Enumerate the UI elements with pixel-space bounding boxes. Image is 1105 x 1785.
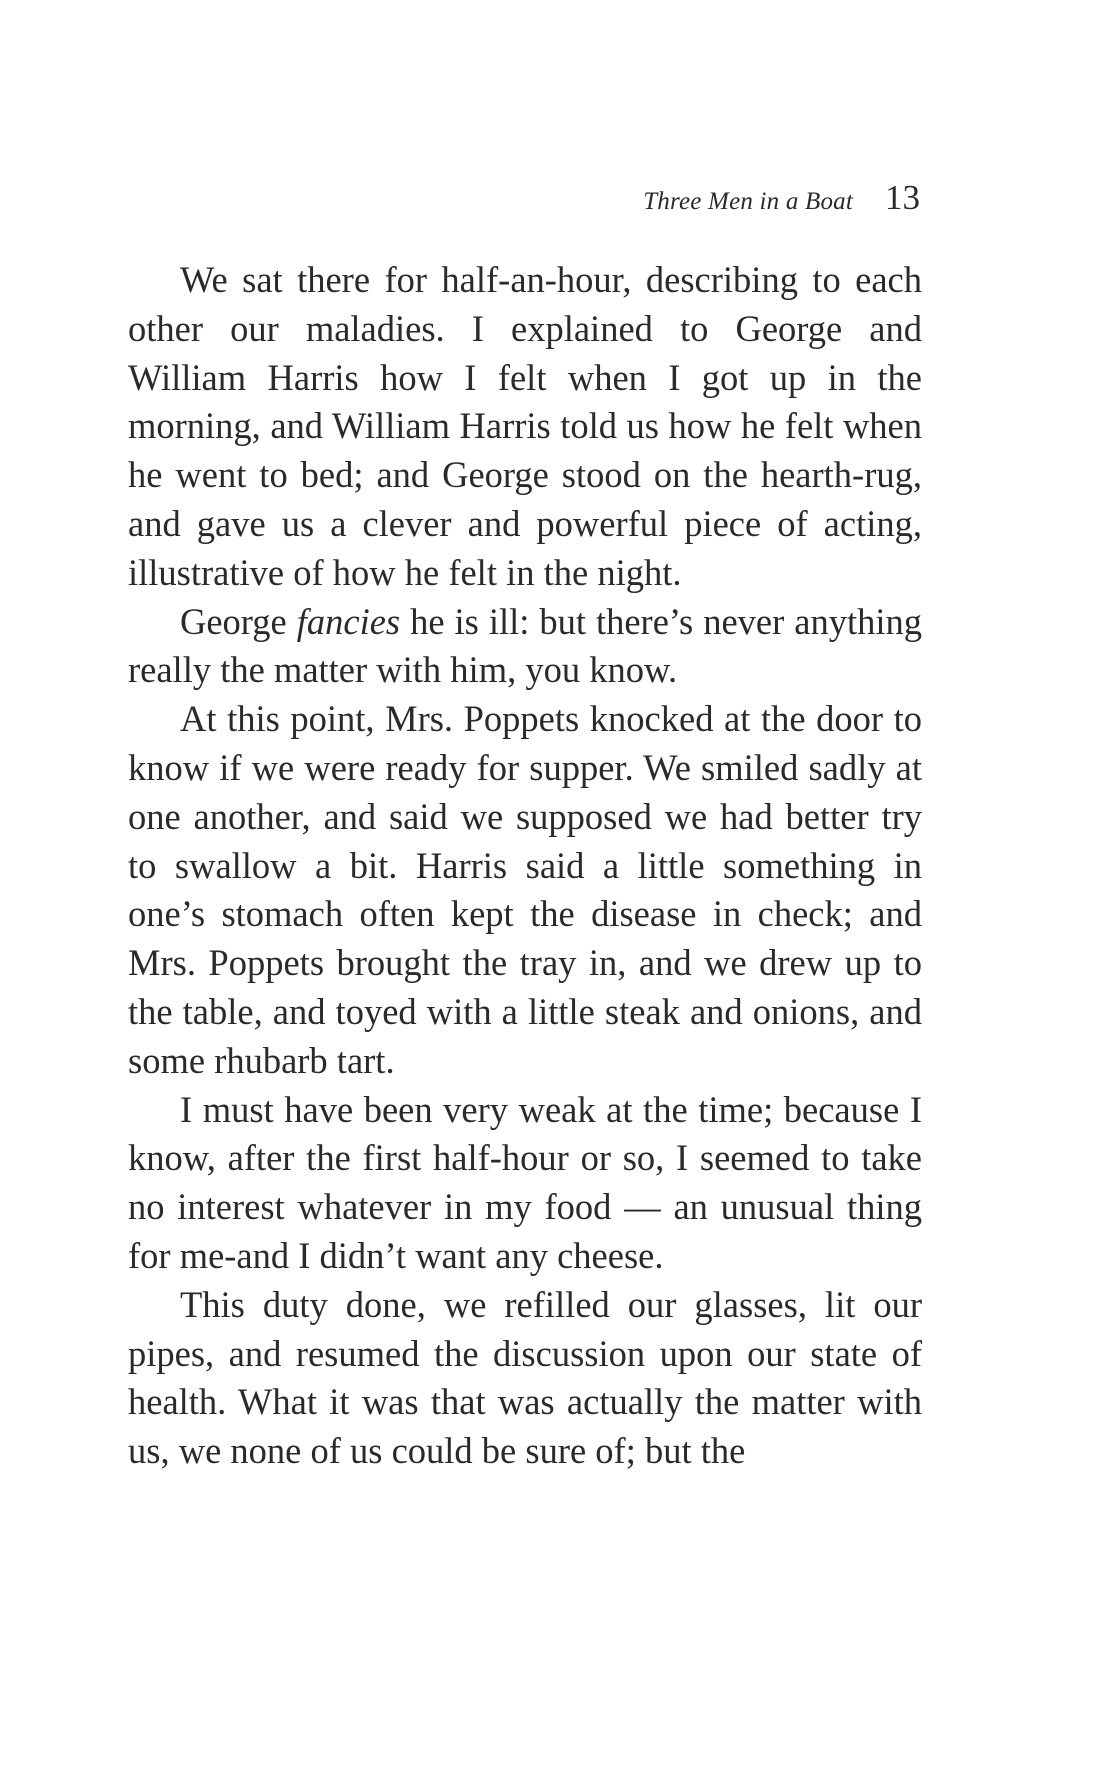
paragraph: At this point, Mrs. Poppets knocked at the door to know if we were ready for supper. We smiled sadly at one another, and said we supposed we had better try to swallow a bit. Harris said a little something in one’s stomach often kept the disease in check; and Mrs. Poppets brought the tray in, and we drew up to the table, and toyed with a little steak and onions, and some rhubarb tart. (128, 698, 922, 1081)
paragraph-text: George (180, 600, 297, 642)
paragraph (128, 598, 922, 696)
paragraph: We sat there for half-an-hour, describing to each other our maladies. I explained to George and William Harris how I felt when I got up in the morning, and William Harris told us how he felt when he went to bed; and George stood on the hearth-rug, and gave us a clever and powerful piece of acting, illustrative of how he felt in the night. (128, 259, 922, 593)
emphasis-text: fancies (296, 600, 401, 642)
page-number: 13 (885, 178, 920, 217)
running-title: Three Men in a Boat (643, 188, 853, 215)
paragraph: I must have been very weak at the time; because I know, after the first half-hour or so, I seemed to take no interest whatever in my food — an unusual thing for me-and I didn’t want any cheese. (128, 1088, 922, 1276)
paragraph-text: he is ill: but there’s never anything really the matter with him, you know. (128, 600, 922, 691)
body-text (128, 256, 922, 1476)
running-header (643, 178, 920, 218)
paragraph: This duty done, we refilled our glasses, lit our pipes, and resumed the discussion upon our state of health. What it was that was actually the matter with us, we none of us could be sure of; but the (128, 1283, 922, 1472)
